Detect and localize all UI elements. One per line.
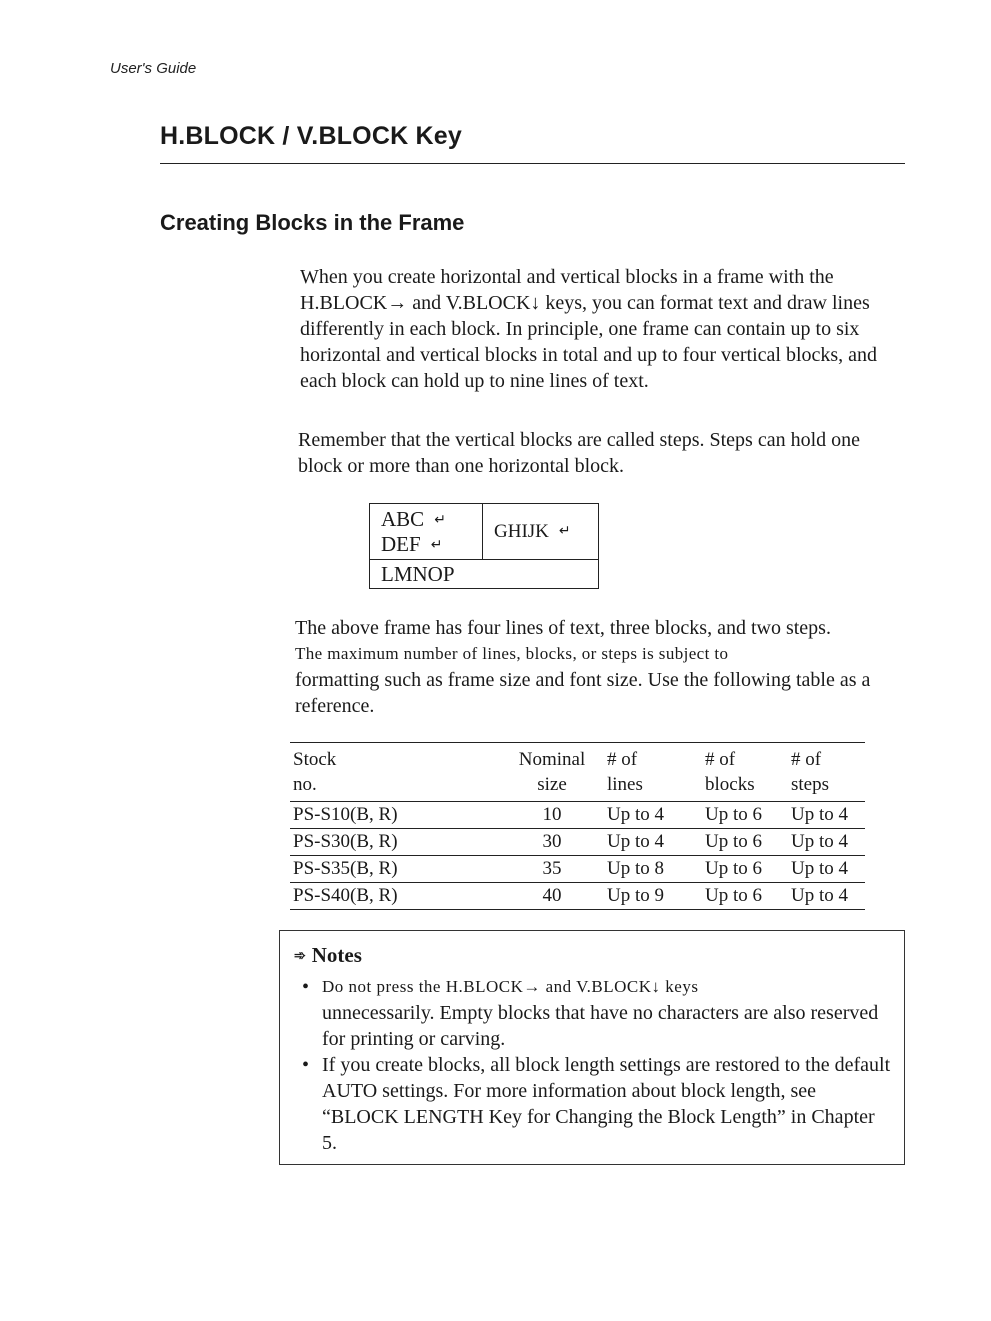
paragraph-steps: Remember that the vertical blocks are called steps. Steps can hold one block or more than one horizontal block.	[298, 429, 861, 477]
summary-rest: formatting such as frame size and font size. Use the following table as a reference.	[295, 669, 871, 717]
frame-line-4: LMNOP	[381, 562, 455, 586]
summary-line-1: The above frame has four lines of text, three blocks, and two steps.	[295, 617, 831, 639]
list-item	[302, 974, 892, 1052]
notes-list	[302, 974, 892, 1156]
frame-line-2-text: DEF	[381, 532, 421, 556]
cell-size: 10	[497, 802, 604, 829]
cell-stock: PS-S30(B, R)	[290, 829, 497, 856]
cell-steps: Up to 4	[788, 883, 865, 910]
summary-line-2: The maximum number of lines, blocks, or steps is subject to	[295, 644, 729, 663]
cell-size: 30	[497, 829, 604, 856]
table-row	[290, 883, 865, 910]
header-stock: Stock no.	[290, 743, 497, 802]
frame-line-1	[381, 507, 446, 533]
frame-line-3-text: GHIJK	[494, 521, 549, 542]
cell-blocks: Up to 6	[702, 856, 788, 883]
cell-size: 40	[497, 883, 604, 910]
table-row	[290, 856, 865, 883]
frame-line-1-text: ABC	[381, 507, 425, 531]
cell-blocks: Up to 6	[702, 883, 788, 910]
cell-steps: Up to 4	[788, 856, 865, 883]
cell-lines: Up to 8	[604, 856, 702, 883]
table-row	[290, 829, 865, 856]
running-head: User's Guide	[110, 60, 197, 77]
paragraph-intro: When you create horizontal and vertical blocks in a frame with the H.BLOCK→ and V.BLOCK↓ keys, you can format text and draw lines differently in each block. In principle, one frame can contain up to six horizontal and vertical blocks in total and up to four vertical blocks, and each block can hold up to nine lines of text.	[300, 266, 878, 392]
frame-line-2	[381, 532, 442, 558]
cell-lines: Up to 4	[604, 829, 702, 856]
notes-box	[279, 930, 905, 1165]
note-2-text: If you create blocks, all block length settings are restored to the default AUTO settings. For more information about block length, see “BLOCK LENGTH Key for Changing the Block Length” in Chapter 5.	[322, 1054, 891, 1154]
notes-arrow-icon: ➾	[294, 949, 306, 964]
table-header-row	[290, 743, 865, 802]
cell-blocks: Up to 6	[702, 802, 788, 829]
cell-stock: PS-S10(B, R)	[290, 802, 497, 829]
return-icon: ↵	[434, 513, 446, 528]
header-blocks: # of blocks	[702, 743, 788, 802]
note-1-text: unnecessarily. Empty blocks that have no characters are also reserved for printing or carving.	[322, 1002, 879, 1050]
frame-example-diagram	[369, 503, 599, 589]
cell-stock: PS-S40(B, R)	[290, 883, 497, 910]
header-lines: # of lines	[604, 743, 702, 802]
title-rule	[160, 163, 905, 164]
cell-lines: Up to 9	[604, 883, 702, 910]
cell-stock: PS-S35(B, R)	[290, 856, 497, 883]
frame-block-1	[370, 504, 483, 560]
frame-block-3	[370, 560, 598, 588]
frame-line-3	[494, 520, 571, 544]
stock-spec-table	[290, 742, 865, 910]
note-1-lead: Do not press the H.BLOCK→ and V.BLOCK↓ keys	[322, 977, 699, 996]
bullet-icon: •	[302, 976, 310, 998]
frame-block-2	[483, 504, 598, 560]
notes-heading	[294, 943, 362, 968]
paragraph-summary	[295, 615, 895, 719]
cell-blocks: Up to 6	[702, 829, 788, 856]
list-item	[302, 1052, 892, 1156]
return-icon: ↵	[558, 524, 571, 539]
subsection-title: Creating Blocks in the Frame	[160, 210, 465, 235]
section-title: H.BLOCK / V.BLOCK Key	[160, 122, 462, 150]
cell-lines: Up to 4	[604, 802, 702, 829]
bullet-icon: •	[302, 1054, 310, 1076]
table-row	[290, 802, 865, 829]
return-icon: ↵	[430, 538, 443, 553]
header-steps: # of steps	[788, 743, 865, 802]
notes-title: Notes	[311, 943, 362, 967]
cell-steps: Up to 4	[788, 802, 865, 829]
cell-steps: Up to 4	[788, 829, 865, 856]
header-size: Nominal size	[497, 743, 604, 802]
cell-size: 35	[497, 856, 604, 883]
